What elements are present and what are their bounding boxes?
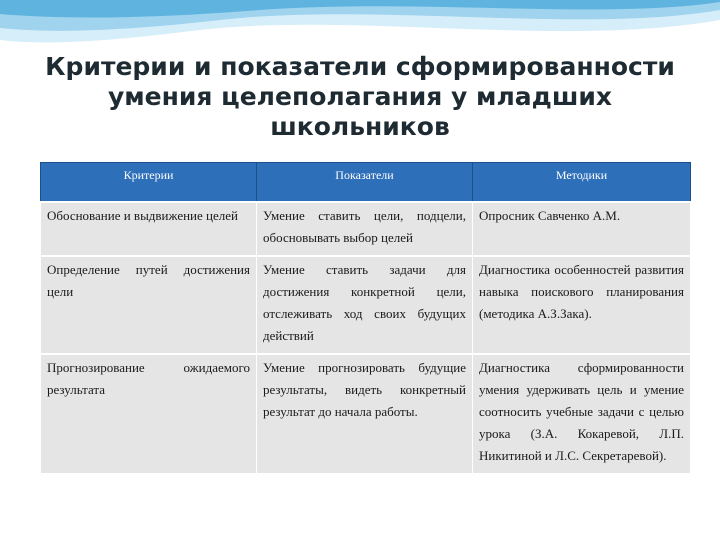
indicator-cell: Умение ставить задачи для достижения конкретной цели, отслеживать ход своих будущих действий: [257, 256, 473, 354]
criterion-cell: Прогнозирование ожидаемого результата: [41, 354, 257, 474]
indicator-cell: Умение прогнозировать будущие результаты, видеть конкретный результат до начала работы.: [257, 354, 473, 474]
indicator-cell: Умение ставить цели, подцели, обосновывать выбор целей: [257, 202, 473, 256]
method-cell: Диагностика особенностей развития навыка поискового планирования (методика А.З.Зака).: [473, 256, 691, 354]
header-methods: Методики: [473, 163, 691, 203]
criterion-cell: Обоснование и выдвижение целей: [41, 202, 257, 256]
method-cell: Диагностика сформированности умения удерживать цель и умение соотносить учебные задачи с целью урока (З.А. Кокаревой, Л.П. Никитиной и Л.С. Секретаревой).: [473, 354, 691, 474]
header-indicators: Показатели: [257, 163, 473, 203]
slide-title: Критерии и показатели сформированности умения целеполагания у младших школьников: [45, 52, 675, 141]
table-row: [41, 354, 691, 474]
header-criteria: Критерии: [41, 163, 257, 203]
table-header-row: [41, 163, 691, 203]
method-cell: Опросник Савченко А.М.: [473, 202, 691, 256]
table-row: [41, 256, 691, 354]
table-row: [41, 202, 691, 256]
criterion-cell: Определение путей достижения цели: [41, 256, 257, 354]
criteria-table: [40, 162, 691, 474]
